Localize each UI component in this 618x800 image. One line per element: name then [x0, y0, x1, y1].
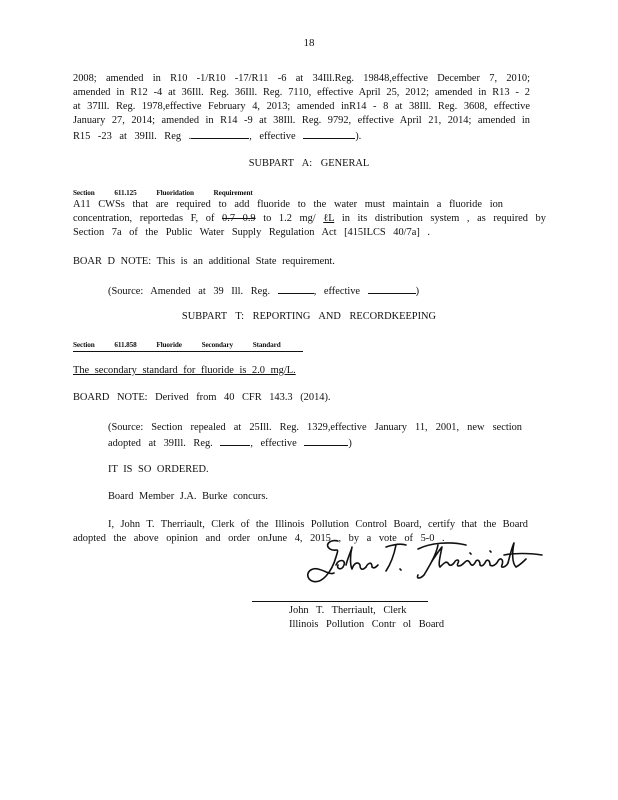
certification-line-1: I, John T. Therriault, Clerk of the Illinois Pollution Control Board, certify that the Board — [108, 519, 528, 530]
so-ordered: IT IS SO ORDERED. — [108, 464, 209, 475]
handwritten-signature — [300, 535, 545, 593]
blank-repealed-register — [220, 435, 250, 446]
board-note-2: BOARD NOTE: Derived from 40 CFR 143.3 (2014). — [73, 392, 331, 403]
blank-repealed-effective — [304, 435, 348, 446]
source-amended — [108, 283, 419, 299]
source-amended-end: ) — [415, 286, 420, 297]
blank-register-cite — [191, 128, 249, 139]
section-611-125-line-3: Section 7a of the Public Water Supply Regulation Act [415ILCS 40/7a] . — [73, 227, 430, 238]
struck-value: 0.7 0.9 — [222, 213, 256, 224]
source-amended-start: (Source: Amended at 39 Ill. Reg. — [108, 286, 271, 297]
concurrence: Board Member J.A. Burke concurs. — [108, 491, 269, 502]
section-611-125-line-1: A11 CWSs that are required to add fluoride to the water must maintain a fluoride ion — [73, 199, 503, 210]
signature-line — [252, 601, 428, 602]
fluoride-range-prefix: concentration, reportedas F, of — [73, 213, 215, 224]
fluoride-range-upper: to 1.2 mg/ — [263, 213, 316, 224]
section-611-858-heading: Section 611.858 Fluoride Secondary Standard — [73, 339, 303, 352]
board-note-1: BOAR D NOTE: This is an additional State requirement. — [73, 256, 335, 267]
section-611-858-text: The secondary standard for fluoride is 2.0 mg/L. — [73, 365, 296, 376]
section-611-125-heading: Section 611.125 Fluoridation Requirement — [73, 189, 253, 197]
source-repealed-line-2 — [108, 435, 352, 451]
source-repealed-start: adopted at 39Ill. Reg. — [108, 438, 213, 449]
history-line-5-mid: , effective — [249, 131, 296, 142]
history-line-5-start: R15 -23 at 39Ill. Reg . — [73, 131, 192, 142]
history-line-3: at 37Ill. Reg. 1978,effective February 4, 2013; amended inR14 - 8 at 38Ill. Reg. 3608, effective — [73, 101, 530, 112]
subpart-a-title: SUBPART A: GENERAL — [248, 158, 370, 169]
history-line-4: January 27, 2014; amended in R14 -9 at 38Ill. Reg. 9792, effective April 21, 2014; amended in — [73, 115, 530, 126]
fluoride-range-suffix: in its distribution system , as required by — [341, 213, 546, 224]
blank-effective-date — [303, 128, 355, 139]
history-line-2: amended in R12 -4 at 36Ill. Reg. 36Ill. Reg. 7110, effective April 25, 2012; amended in R13 - 2 — [73, 87, 530, 98]
unit-revision: ℓL — [323, 213, 335, 224]
history-line-1: 2008; amended in R10 -1/R10 -17/R11 -6 at 34Ill.Reg. 19848,effective December 7, 2010; — [73, 73, 530, 84]
subpart-t-title: SUBPART T: REPORTING AND RECORDKEEPING — [181, 311, 437, 322]
source-repealed-line-1: (Source: Section repealed at 25Ill. Reg. 1329,effective January 11, 2001, new section — [108, 422, 522, 433]
source-amended-mid: , effective — [313, 286, 361, 297]
page-number: 18 — [303, 37, 315, 49]
history-line-5 — [73, 128, 361, 144]
source-repealed-end: ) — [348, 438, 352, 449]
source-repealed-mid: , effective — [250, 438, 297, 449]
certification-line-2: adopted the above opinion and order onJune 4, 2015 , by a vote of 5-0 . — [73, 533, 445, 544]
blank-source-register — [278, 283, 314, 294]
clerk-title: Illinois Pollution Contr ol Board — [289, 619, 445, 630]
history-line-5-end: ). — [355, 131, 362, 142]
blank-source-effective — [368, 283, 416, 294]
clerk-name: John T. Therriault, Clerk — [289, 605, 407, 616]
section-611-125-line-2 — [73, 212, 546, 226]
